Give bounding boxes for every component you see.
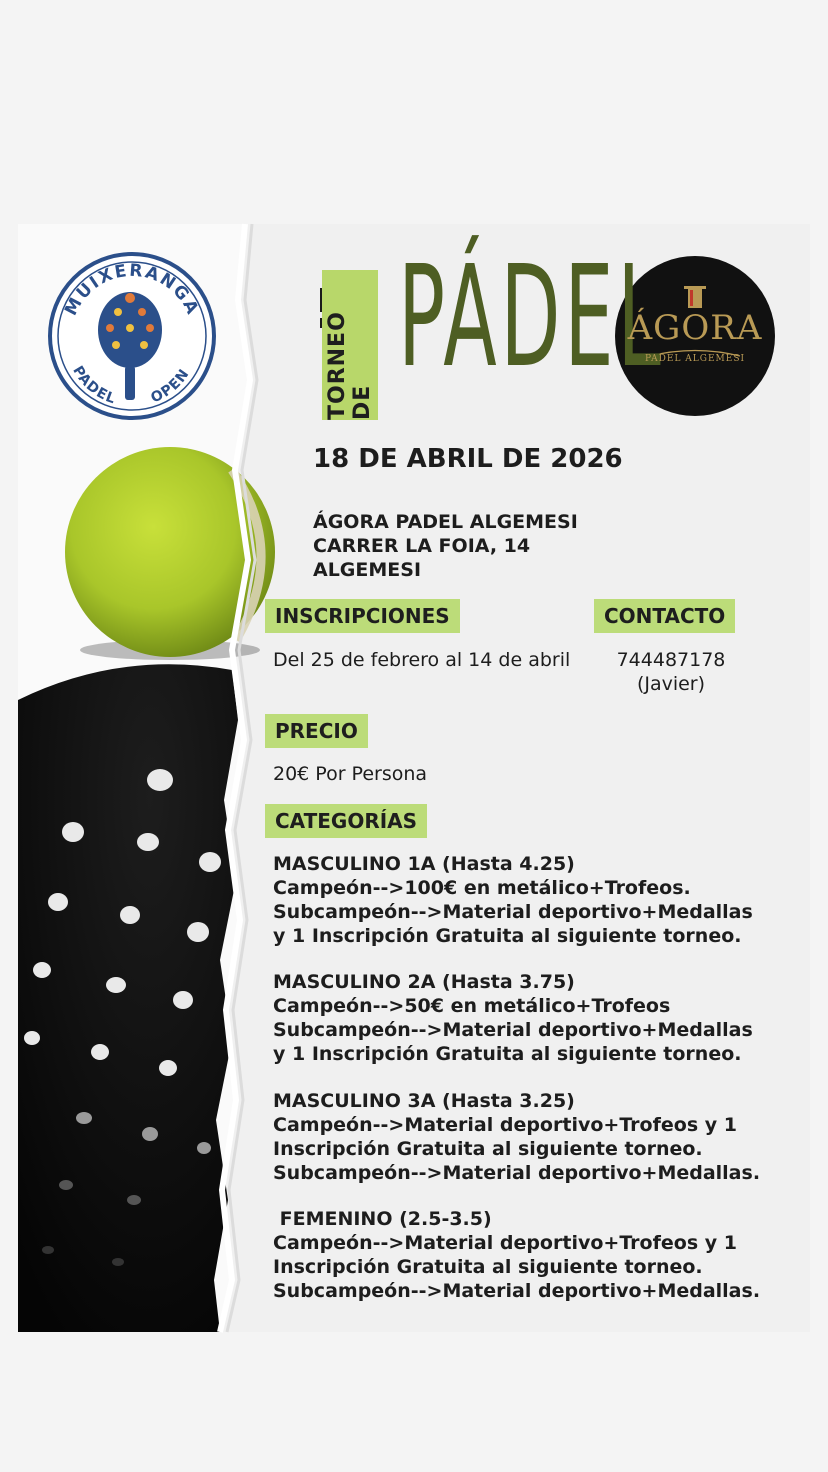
svg-text:OPEN: [149, 366, 193, 406]
category-line: Subcampeón-->Material deportivo+Medallas: [273, 901, 753, 923]
svg-text:PADEL: [69, 363, 118, 407]
category-line: Campeón-->50€ en metálico+Trofeos: [273, 995, 671, 1017]
torneo-de-label-box: [322, 270, 378, 420]
category-title: MASCULINO 3A (Hasta 3.25): [273, 1090, 575, 1112]
venue-line-1: ÁGORA PADEL ALGEMESI: [313, 511, 578, 533]
category-line: Subcampeón-->Material deportivo+Medallas.: [273, 1280, 761, 1302]
category-line: y 1 Inscripción Gratuita al siguiente torneo.: [273, 1043, 742, 1065]
category-line: Campeón-->Material deportivo+Trofeos y 1: [273, 1114, 737, 1136]
contacto-label: CONTACTO: [594, 599, 735, 633]
category-line: Inscripción Gratuita al siguiente torneo.: [273, 1256, 703, 1278]
padel-title: PÁDEL: [398, 236, 665, 399]
precio-value: 20€ Por Persona: [273, 763, 428, 785]
category-line: Campeón-->Material deportivo+Trofeos y 1: [273, 1232, 737, 1254]
category-block: [273, 970, 753, 1066]
event-venue: [313, 510, 578, 582]
category-line: Subcampeón-->Material deportivo+Medallas.: [273, 1162, 761, 1184]
open-text: OPEN: [148, 365, 193, 407]
category-line: Campeón-->100€ en metálico+Trofeos.: [273, 877, 691, 899]
inscripciones-label: INSCRIPCIONES: [265, 599, 460, 633]
torneo-de-label: TORNEO DE: [325, 311, 375, 420]
agora-logo-name: ÁGORA: [627, 308, 763, 348]
category-block: [273, 1207, 760, 1303]
muixeranga-text: MUIXERANGA: [61, 260, 203, 319]
svg-text:MUIXERANGA: [61, 261, 203, 319]
categorias-label: CATEGORÍAS: [265, 804, 427, 838]
category-title: FEMENINO (2.5-3.5): [273, 1208, 492, 1230]
contact-phone: 744487178: [616, 649, 726, 671]
agora-logo-subtitle: PADEL ALGEMESI: [644, 354, 746, 364]
padel-text: PADEL: [69, 363, 119, 408]
event-date: 18 DE ABRIL DE 2026: [313, 444, 623, 474]
category-title: MASCULINO 1A (Hasta 4.25): [273, 853, 575, 875]
category-title: MASCULINO 2A (Hasta 3.75): [273, 971, 575, 993]
venue-line-2: CARRER LA FOIA, 14: [313, 535, 531, 557]
category-line: Inscripción Gratuita al siguiente torneo.: [273, 1138, 703, 1160]
padel-racket-image: [18, 664, 238, 1332]
inscripciones-value: Del 25 de febrero al 14 de abril: [273, 649, 571, 671]
contact-name: (Javier): [636, 673, 706, 695]
category-line: y 1 Inscripción Gratuita al siguiente torneo.: [273, 925, 742, 947]
precio-label: PRECIO: [265, 714, 368, 748]
category-block: [273, 852, 753, 948]
category-line: Subcampeón-->Material deportivo+Medallas: [273, 1019, 753, 1041]
category-block: [273, 1089, 760, 1185]
venue-line-3: ALGEMESI: [313, 559, 422, 581]
